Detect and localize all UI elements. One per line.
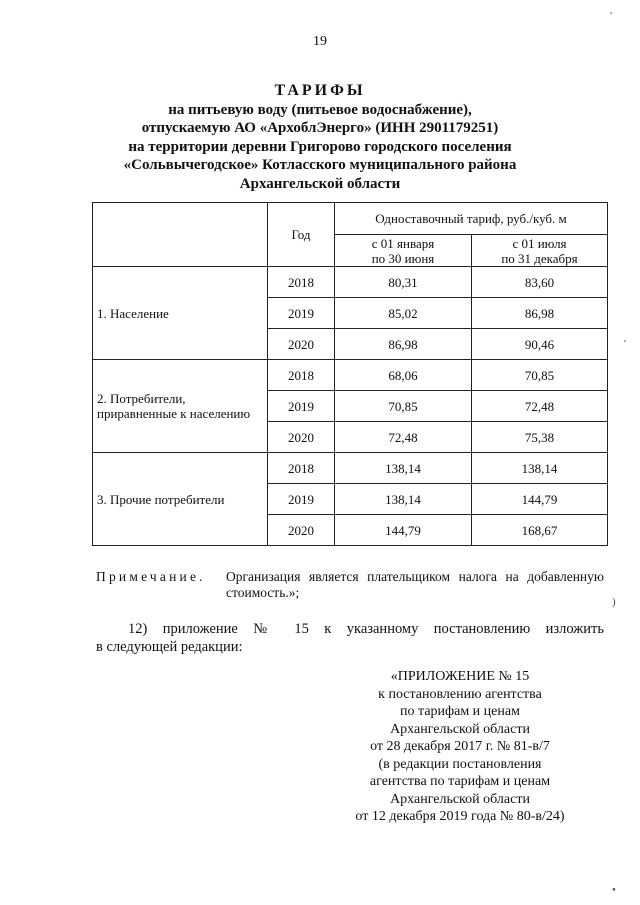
tariff-cell: 168,67 bbox=[472, 515, 608, 546]
year-cell: 2019 bbox=[268, 298, 335, 329]
tariff-cell: 70,85 bbox=[472, 360, 608, 391]
tariff-cell: 75,38 bbox=[472, 422, 608, 453]
year-cell: 2019 bbox=[268, 484, 335, 515]
tariff-cell: 72,48 bbox=[335, 422, 472, 453]
amendment-paragraph bbox=[96, 620, 604, 656]
tariff-cell: 68,06 bbox=[335, 360, 472, 391]
appendix-line: от 12 декабря 2019 года № 80-в/24) bbox=[355, 809, 565, 824]
tariff-cell: 72,48 bbox=[472, 391, 608, 422]
tariff-cell: 70,85 bbox=[335, 391, 472, 422]
appendix-heading bbox=[330, 668, 590, 826]
note-label: Примечание. bbox=[96, 569, 206, 584]
paragraph-line: 12) приложение № 15 к указанному постановлению изложить bbox=[128, 621, 604, 637]
page-number: 19 bbox=[313, 34, 327, 49]
scan-artifact: ' bbox=[624, 338, 626, 350]
scan-artifact: ' bbox=[610, 10, 612, 22]
tariff-cell: 144,79 bbox=[472, 484, 608, 515]
tariff-cell: 86,98 bbox=[472, 298, 608, 329]
appendix-line: Архангельской области bbox=[390, 791, 530, 807]
category-cell: 2. Потребители, приравненные к населению bbox=[93, 360, 268, 453]
table-row bbox=[93, 360, 608, 391]
year-cell: 2020 bbox=[268, 329, 335, 360]
tariff-cell: 138,14 bbox=[335, 484, 472, 515]
appendix-line: по тарифам и ценам bbox=[400, 704, 520, 719]
tariff-cell: 86,98 bbox=[335, 329, 472, 360]
title-line: на территории деревни Григорово городского поселения bbox=[128, 138, 512, 155]
scan-artifact: • bbox=[612, 884, 616, 896]
header-period-second-half: с 01 июля по 31 декабря bbox=[472, 235, 608, 267]
paragraph-line: в следующей редакции: bbox=[96, 639, 243, 655]
year-cell: 2019 bbox=[268, 391, 335, 422]
title-line: «Сольвычегодское» Котласского муниципального района bbox=[123, 157, 517, 173]
appendix-line: «ПРИЛОЖЕНИЕ № 15 bbox=[390, 669, 530, 684]
appendix-line: (в редакции постановления bbox=[378, 756, 542, 772]
tariff-cell: 90,46 bbox=[472, 329, 608, 360]
tariff-cell: 85,02 bbox=[335, 298, 472, 329]
tariff-cell: 83,60 bbox=[472, 267, 608, 298]
tariff-cell: 138,14 bbox=[335, 453, 472, 484]
title-line: отпускаемую АО «АрхоблЭнерго» (ИНН 2901179251) bbox=[141, 120, 499, 136]
title-heading: ТАРИФЫ bbox=[274, 82, 366, 99]
year-cell: 2018 bbox=[268, 453, 335, 484]
table-note bbox=[96, 569, 604, 600]
note-text-line: стоимость.»; bbox=[226, 585, 300, 600]
tariff-cell: 138,14 bbox=[472, 453, 608, 484]
header-year: Год bbox=[268, 203, 335, 267]
year-cell: 2018 bbox=[268, 267, 335, 298]
table-row bbox=[93, 267, 608, 298]
note-text-line: Организация является плательщиком налога на добавленную bbox=[226, 569, 604, 584]
tariff-table bbox=[92, 202, 608, 546]
table-row bbox=[93, 453, 608, 484]
tariff-cell: 144,79 bbox=[335, 515, 472, 546]
category-cell: 1. Население bbox=[93, 267, 268, 360]
scan-artifact: ) bbox=[612, 596, 616, 608]
header-period-first-half: с 01 января по 30 июня bbox=[335, 235, 472, 267]
header-category bbox=[93, 203, 268, 267]
document-title bbox=[0, 82, 640, 193]
year-cell: 2020 bbox=[268, 422, 335, 453]
year-cell: 2018 bbox=[268, 360, 335, 391]
appendix-line: агентства по тарифам и ценам bbox=[369, 774, 551, 789]
appendix-line: Архангельской области bbox=[390, 721, 530, 737]
tariff-cell: 80,31 bbox=[335, 267, 472, 298]
title-line: на питьевую воду (питьевое водоснабжение), bbox=[168, 101, 472, 118]
appendix-line: от 28 декабря 2017 г. № 81-в/7 bbox=[370, 739, 550, 754]
category-cell: 3. Прочие потребители bbox=[93, 453, 268, 546]
title-line: Архангельской области bbox=[239, 175, 401, 192]
year-cell: 2020 bbox=[268, 515, 335, 546]
appendix-line: к постановлению агентства bbox=[378, 686, 542, 702]
header-tariff: Одноставочный тариф, руб./куб. м bbox=[335, 203, 608, 235]
